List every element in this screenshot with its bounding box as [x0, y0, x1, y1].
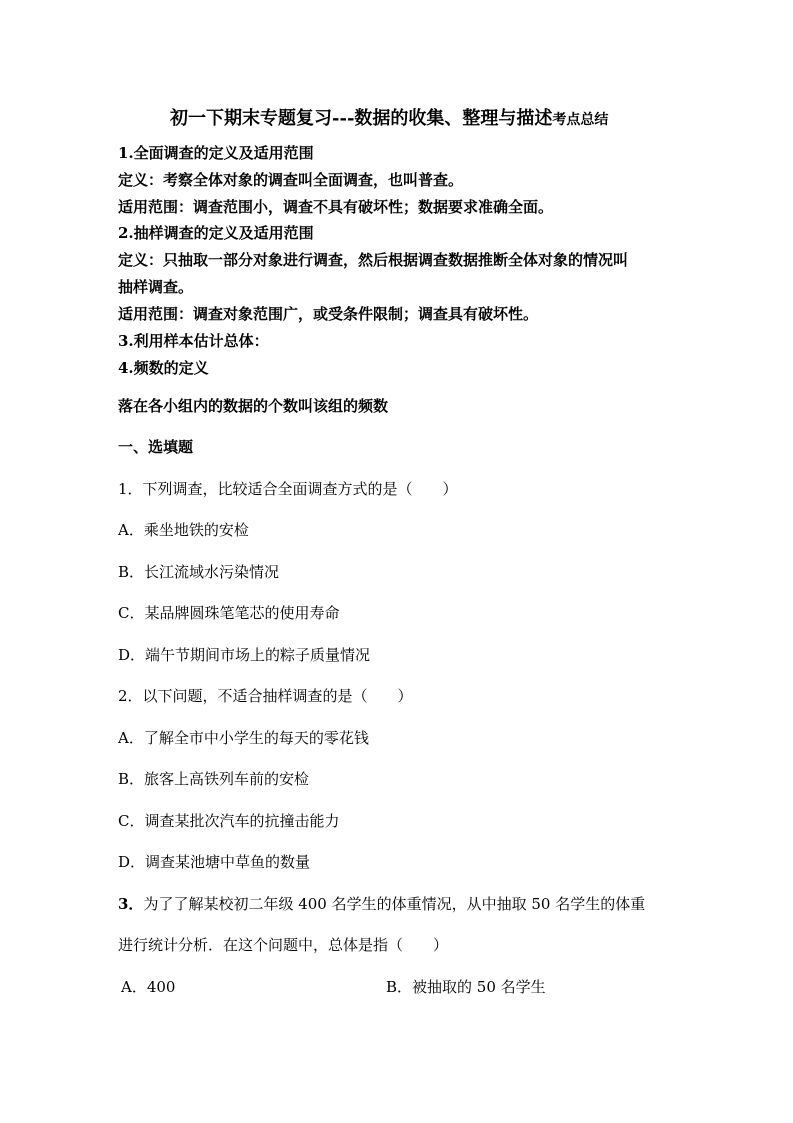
question-1-option-a: A．乘坐地铁的安检: [118, 521, 249, 539]
question-1-option-b: B．长江流域水污染情况: [118, 563, 280, 581]
frequency-definition: 落在各小组内的数据的个数叫该组的频数: [118, 397, 389, 415]
scope-full-survey: 适用范围：调查范围小，调查不具有破坏性；数据要求准确全面。: [118, 198, 554, 216]
definition-sample-survey-line2: 抽样调查。: [118, 278, 194, 296]
part-heading-fill-in: 一、选填题: [118, 438, 194, 456]
section-heading-2: 2.抽样调查的定义及适用范围: [118, 224, 314, 242]
section-heading-1: 1.全面调查的定义及适用范围: [118, 144, 314, 162]
question-1-option-c: C．某品牌圆珠笔笔芯的使用寿命: [118, 604, 340, 622]
question-2-stem: 2．以下问题，不适合抽样调查的是（ ）: [118, 687, 413, 705]
question-3-option-b: B．被抽取的 50 名学生: [386, 978, 546, 996]
question-2-option-b: B．旅客上高铁列车前的安检: [118, 770, 310, 788]
question-1-stem: 1．下列调查，比较适合全面调查方式的是（ ）: [118, 480, 458, 498]
definition-full-survey: 定义：考察全体对象的调查叫全面调查，也叫普查。: [118, 171, 464, 189]
title-main: 初一下期末专题复习---数据的收集、整理与描述: [170, 108, 553, 129]
question-2-option-c: C．调查某批次汽车的抗撞击能力: [118, 812, 340, 830]
question-2-option-d: D．调查某池塘中草鱼的数量: [118, 853, 311, 871]
section-heading-4: 4.频数的定义: [118, 359, 209, 377]
question-3-stem-text: 为了了解某校初二年级 400 名学生的体重情况，从中抽取 50 名学生的体重: [143, 895, 646, 913]
question-3-number: 3．: [118, 895, 144, 913]
document-title: [170, 110, 608, 128]
section-heading-3: 3.利用样本估计总体：: [118, 332, 269, 350]
question-3-stem-line1: [118, 897, 645, 912]
title-suffix: 考点总结: [552, 112, 609, 128]
question-3-option-a: A．400: [121, 978, 176, 996]
question-2-option-a: A．了解全市中小学生的每天的零花钱: [118, 729, 369, 747]
definition-sample-survey-line1: 定义：只抽取一部分对象进行调查，然后根据调查数据推断全体对象的情况叫: [118, 251, 629, 269]
scope-sample-survey: 适用范围：调查对象范围广，或受条件限制；调查具有破坏性。: [118, 305, 539, 323]
question-3-stem-line2: 进行统计分析．在这个问题中，总体是指（ ）: [118, 936, 449, 954]
question-1-option-d: D．端午节期间市场上的粽子质量情况: [118, 646, 371, 664]
